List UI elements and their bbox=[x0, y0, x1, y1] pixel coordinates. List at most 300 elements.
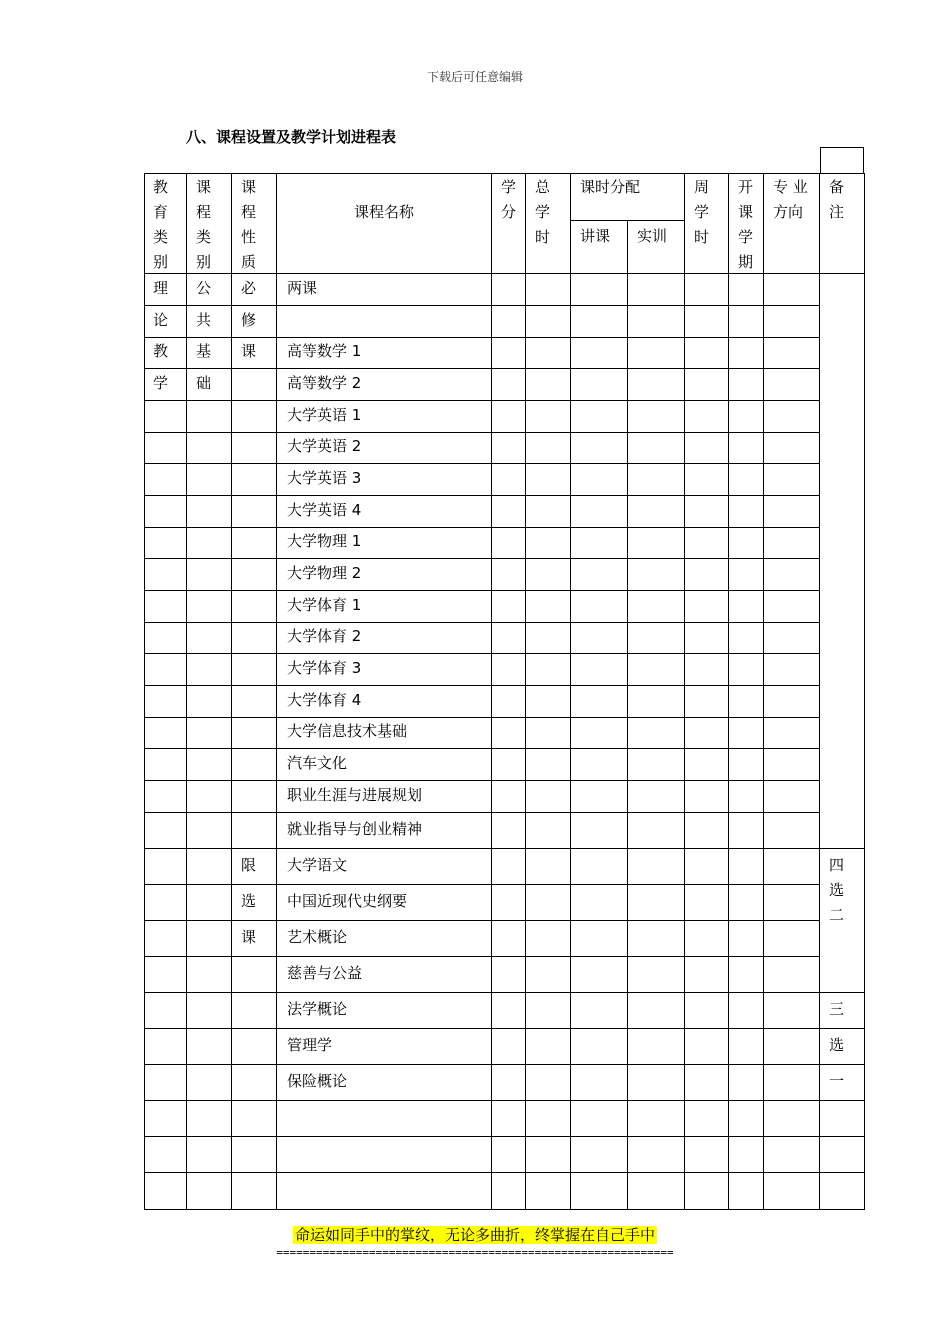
remark-three-choose-one: 一 bbox=[820, 1065, 865, 1101]
empty-cell bbox=[729, 885, 764, 921]
empty-cell bbox=[729, 369, 764, 401]
empty-cell bbox=[764, 528, 820, 559]
edu-type-cell bbox=[144, 1173, 187, 1210]
header-remarks: 备 注 bbox=[820, 173, 865, 274]
empty-cell bbox=[764, 813, 820, 849]
edu-type-cell bbox=[144, 654, 187, 686]
header-semester: 开 课 学 期 bbox=[729, 173, 764, 274]
empty-cell bbox=[764, 433, 820, 464]
empty-cell bbox=[685, 993, 729, 1029]
course-nature-cell bbox=[232, 749, 277, 781]
course-nature-cell: 限 bbox=[232, 849, 277, 885]
course-plan-table bbox=[144, 173, 865, 1210]
empty-cell bbox=[492, 401, 526, 433]
empty-cell bbox=[571, 1137, 628, 1173]
empty-cell bbox=[729, 274, 764, 306]
course-name-cell bbox=[277, 1101, 492, 1137]
empty-cell bbox=[628, 993, 685, 1029]
empty-cell bbox=[685, 559, 729, 591]
empty-cell bbox=[492, 591, 526, 623]
empty-cell bbox=[729, 921, 764, 957]
empty-cell bbox=[729, 1029, 764, 1065]
empty-cell bbox=[571, 957, 628, 993]
empty-cell bbox=[492, 1029, 526, 1065]
course-type-cell bbox=[187, 1065, 232, 1101]
course-type-cell bbox=[187, 591, 232, 623]
remark-three-choose-one: 选 bbox=[820, 1029, 865, 1065]
course-nature-cell: 必 bbox=[232, 274, 277, 306]
empty-cell bbox=[729, 813, 764, 849]
empty-cell bbox=[571, 921, 628, 957]
empty-cell bbox=[628, 718, 685, 749]
empty-cell bbox=[571, 528, 628, 559]
course-type-cell bbox=[187, 1173, 232, 1210]
empty-cell bbox=[492, 369, 526, 401]
empty-cell bbox=[492, 813, 526, 849]
empty-cell bbox=[628, 686, 685, 718]
edu-type-cell bbox=[144, 686, 187, 718]
course-nature-cell: 课 bbox=[232, 921, 277, 957]
empty-cell bbox=[526, 749, 571, 781]
edu-type-cell bbox=[144, 401, 187, 433]
edu-type-cell bbox=[144, 433, 187, 464]
empty-cell bbox=[685, 401, 729, 433]
header-course-type: 课 程 类 别 bbox=[187, 173, 232, 274]
remarks-cell bbox=[820, 274, 865, 849]
empty-cell bbox=[492, 559, 526, 591]
empty-cell bbox=[764, 1065, 820, 1101]
course-nature-cell bbox=[232, 591, 277, 623]
course-type-cell bbox=[187, 718, 232, 749]
course-nature-cell: 课 bbox=[232, 338, 277, 369]
remark-three-choose-one: 三 bbox=[820, 993, 865, 1029]
edu-type-cell bbox=[144, 749, 187, 781]
empty-cell bbox=[492, 433, 526, 464]
empty-cell bbox=[628, 464, 685, 496]
corner-box bbox=[820, 147, 864, 173]
header-total-hours: 总 学 时 bbox=[526, 173, 571, 274]
course-name-cell: 大学体育 3 bbox=[277, 654, 492, 686]
header-weekly-hours: 周 学 时 bbox=[685, 173, 729, 274]
course-nature-cell bbox=[232, 464, 277, 496]
header-major: 专 业 方向 bbox=[764, 173, 820, 274]
empty-cell bbox=[729, 1137, 764, 1173]
empty-cell bbox=[764, 654, 820, 686]
empty-cell bbox=[764, 496, 820, 528]
empty-cell bbox=[628, 849, 685, 885]
course-type-cell bbox=[187, 433, 232, 464]
course-nature-cell bbox=[232, 813, 277, 849]
remark-four-choose-two: 四 选 二 bbox=[820, 849, 865, 993]
empty-cell bbox=[526, 686, 571, 718]
course-nature-cell bbox=[232, 369, 277, 401]
remarks-cell bbox=[820, 1101, 865, 1137]
empty-cell bbox=[492, 623, 526, 654]
empty-cell bbox=[526, 433, 571, 464]
empty-cell bbox=[628, 1173, 685, 1210]
course-name-cell: 大学英语 3 bbox=[277, 464, 492, 496]
empty-cell bbox=[492, 993, 526, 1029]
empty-cell bbox=[526, 885, 571, 921]
empty-cell bbox=[729, 781, 764, 813]
empty-cell bbox=[685, 749, 729, 781]
footer-quote-text: 命运如同手中的掌纹，无论多曲折，终掌握在自己手中 bbox=[294, 1226, 655, 1244]
course-name-cell bbox=[277, 1137, 492, 1173]
empty-cell bbox=[526, 1137, 571, 1173]
section-title: 八、课程设置及教学计划进程表 bbox=[186, 128, 397, 146]
course-type-cell bbox=[187, 496, 232, 528]
course-type-cell bbox=[187, 654, 232, 686]
edu-type-cell bbox=[144, 1029, 187, 1065]
empty-cell bbox=[628, 1137, 685, 1173]
header-course-nature: 课 程 性 质 bbox=[232, 173, 277, 274]
empty-cell bbox=[492, 1137, 526, 1173]
edu-type-cell bbox=[144, 1101, 187, 1137]
empty-cell bbox=[628, 813, 685, 849]
course-nature-cell bbox=[232, 781, 277, 813]
empty-cell bbox=[764, 885, 820, 921]
course-type-cell bbox=[187, 749, 232, 781]
header-training: 实训 bbox=[628, 221, 685, 274]
empty-cell bbox=[729, 401, 764, 433]
empty-cell bbox=[729, 1173, 764, 1210]
empty-cell bbox=[628, 591, 685, 623]
course-nature-cell bbox=[232, 1065, 277, 1101]
edu-type-cell bbox=[144, 559, 187, 591]
empty-cell bbox=[492, 849, 526, 885]
empty-cell bbox=[526, 957, 571, 993]
empty-cell bbox=[729, 718, 764, 749]
course-nature-cell: 选 bbox=[232, 885, 277, 921]
empty-cell bbox=[764, 1029, 820, 1065]
course-nature-cell bbox=[232, 993, 277, 1029]
empty-cell bbox=[729, 591, 764, 623]
empty-cell bbox=[526, 921, 571, 957]
course-type-cell: 公 bbox=[187, 274, 232, 306]
empty-cell bbox=[492, 718, 526, 749]
empty-cell bbox=[571, 623, 628, 654]
course-type-cell: 共 bbox=[187, 306, 232, 338]
edu-type-cell: 学 bbox=[144, 369, 187, 401]
empty-cell bbox=[526, 993, 571, 1029]
empty-cell bbox=[764, 718, 820, 749]
course-type-cell bbox=[187, 849, 232, 885]
edu-type-cell bbox=[144, 528, 187, 559]
course-type-cell bbox=[187, 1137, 232, 1173]
course-nature-cell bbox=[232, 1137, 277, 1173]
course-type-cell: 础 bbox=[187, 369, 232, 401]
course-nature-cell bbox=[232, 718, 277, 749]
empty-cell bbox=[628, 885, 685, 921]
course-name-cell: 大学英语 1 bbox=[277, 401, 492, 433]
empty-cell bbox=[526, 1029, 571, 1065]
course-nature-cell bbox=[232, 401, 277, 433]
course-nature-cell bbox=[232, 686, 277, 718]
course-type-cell bbox=[187, 1101, 232, 1137]
footer-quote bbox=[0, 1224, 950, 1245]
header-hours-alloc: 课时分配 bbox=[571, 173, 685, 221]
empty-cell bbox=[729, 1065, 764, 1101]
empty-cell bbox=[729, 654, 764, 686]
edu-type-cell bbox=[144, 885, 187, 921]
empty-cell bbox=[685, 591, 729, 623]
empty-cell bbox=[764, 1101, 820, 1137]
footer-rule: ============================================================ bbox=[276, 1246, 674, 1259]
empty-cell bbox=[729, 957, 764, 993]
course-name-cell: 大学体育 2 bbox=[277, 623, 492, 654]
empty-cell bbox=[571, 464, 628, 496]
empty-cell bbox=[492, 1065, 526, 1101]
empty-cell bbox=[685, 433, 729, 464]
edu-type-cell bbox=[144, 591, 187, 623]
empty-cell bbox=[526, 306, 571, 338]
empty-cell bbox=[571, 1101, 628, 1137]
course-type-cell bbox=[187, 686, 232, 718]
empty-cell bbox=[571, 496, 628, 528]
empty-cell bbox=[571, 1173, 628, 1210]
empty-cell bbox=[571, 849, 628, 885]
empty-cell bbox=[628, 654, 685, 686]
empty-cell bbox=[492, 749, 526, 781]
header-credits: 学 分 bbox=[492, 173, 526, 274]
empty-cell bbox=[685, 849, 729, 885]
course-nature-cell bbox=[232, 1173, 277, 1210]
empty-cell bbox=[685, 718, 729, 749]
empty-cell bbox=[628, 1101, 685, 1137]
course-nature-cell bbox=[232, 528, 277, 559]
empty-cell bbox=[729, 993, 764, 1029]
empty-cell bbox=[571, 781, 628, 813]
course-type-cell bbox=[187, 885, 232, 921]
course-nature-cell bbox=[232, 1029, 277, 1065]
empty-cell bbox=[571, 813, 628, 849]
course-type-cell bbox=[187, 781, 232, 813]
empty-cell bbox=[729, 749, 764, 781]
empty-cell bbox=[628, 781, 685, 813]
course-type-cell bbox=[187, 401, 232, 433]
empty-cell bbox=[685, 274, 729, 306]
empty-cell bbox=[729, 1101, 764, 1137]
empty-cell bbox=[764, 781, 820, 813]
header-lecture: 讲课 bbox=[571, 221, 628, 274]
course-name-cell: 两课 bbox=[277, 274, 492, 306]
empty-cell bbox=[571, 591, 628, 623]
empty-cell bbox=[764, 464, 820, 496]
empty-cell bbox=[685, 1101, 729, 1137]
empty-cell bbox=[764, 274, 820, 306]
edu-type-cell bbox=[144, 718, 187, 749]
empty-cell bbox=[685, 813, 729, 849]
course-type-cell bbox=[187, 528, 232, 559]
empty-cell bbox=[685, 654, 729, 686]
empty-cell bbox=[764, 559, 820, 591]
empty-cell bbox=[492, 496, 526, 528]
empty-cell bbox=[526, 813, 571, 849]
empty-cell bbox=[526, 623, 571, 654]
edu-type-cell bbox=[144, 781, 187, 813]
empty-cell bbox=[685, 921, 729, 957]
empty-cell bbox=[571, 749, 628, 781]
empty-cell bbox=[628, 306, 685, 338]
empty-cell bbox=[526, 369, 571, 401]
course-name-cell: 大学体育 1 bbox=[277, 591, 492, 623]
edu-type-cell bbox=[144, 921, 187, 957]
empty-cell bbox=[492, 338, 526, 369]
empty-cell bbox=[764, 338, 820, 369]
empty-cell bbox=[685, 1065, 729, 1101]
empty-cell bbox=[571, 885, 628, 921]
edu-type-cell bbox=[144, 813, 187, 849]
empty-cell bbox=[628, 496, 685, 528]
empty-cell bbox=[492, 654, 526, 686]
empty-cell bbox=[685, 306, 729, 338]
empty-cell bbox=[526, 654, 571, 686]
empty-cell bbox=[628, 274, 685, 306]
empty-cell bbox=[729, 849, 764, 885]
empty-cell bbox=[685, 1173, 729, 1210]
empty-cell bbox=[571, 1065, 628, 1101]
empty-cell bbox=[628, 433, 685, 464]
empty-cell bbox=[571, 401, 628, 433]
empty-cell bbox=[685, 885, 729, 921]
empty-cell bbox=[764, 369, 820, 401]
course-nature-cell bbox=[232, 433, 277, 464]
empty-cell bbox=[764, 306, 820, 338]
course-name-cell: 大学英语 4 bbox=[277, 496, 492, 528]
empty-cell bbox=[526, 1173, 571, 1210]
remarks-cell bbox=[820, 1137, 865, 1173]
edu-type-cell: 理 bbox=[144, 274, 187, 306]
empty-cell bbox=[685, 496, 729, 528]
empty-cell bbox=[492, 1101, 526, 1137]
header-edu-type: 教 育 类 别 bbox=[144, 173, 187, 274]
empty-cell bbox=[628, 623, 685, 654]
empty-cell bbox=[571, 718, 628, 749]
edu-type-cell bbox=[144, 1137, 187, 1173]
empty-cell bbox=[526, 464, 571, 496]
empty-cell bbox=[685, 369, 729, 401]
empty-cell bbox=[628, 369, 685, 401]
course-name-cell: 汽车文化 bbox=[277, 749, 492, 781]
empty-cell bbox=[628, 1029, 685, 1065]
empty-cell bbox=[685, 338, 729, 369]
edu-type-cell: 论 bbox=[144, 306, 187, 338]
empty-cell bbox=[571, 686, 628, 718]
empty-cell bbox=[729, 559, 764, 591]
remarks-cell bbox=[820, 1173, 865, 1210]
empty-cell bbox=[685, 686, 729, 718]
empty-cell bbox=[628, 957, 685, 993]
course-type-cell bbox=[187, 559, 232, 591]
course-name-cell bbox=[277, 306, 492, 338]
empty-cell bbox=[526, 528, 571, 559]
empty-cell bbox=[764, 749, 820, 781]
empty-cell bbox=[628, 528, 685, 559]
empty-cell bbox=[526, 496, 571, 528]
empty-cell bbox=[526, 338, 571, 369]
empty-cell bbox=[685, 464, 729, 496]
empty-cell bbox=[729, 433, 764, 464]
empty-cell bbox=[571, 306, 628, 338]
course-name-cell: 大学物理 1 bbox=[277, 528, 492, 559]
empty-cell bbox=[628, 749, 685, 781]
course-type-cell bbox=[187, 623, 232, 654]
course-name-cell: 大学体育 4 bbox=[277, 686, 492, 718]
course-name-cell: 艺术概论 bbox=[277, 921, 492, 957]
empty-cell bbox=[571, 274, 628, 306]
empty-cell bbox=[492, 306, 526, 338]
course-name-cell: 保险概论 bbox=[277, 1065, 492, 1101]
empty-cell bbox=[571, 654, 628, 686]
course-nature-cell: 修 bbox=[232, 306, 277, 338]
empty-cell bbox=[685, 957, 729, 993]
empty-cell bbox=[764, 591, 820, 623]
edu-type-cell bbox=[144, 464, 187, 496]
course-name-cell: 高等数学 2 bbox=[277, 369, 492, 401]
edu-type-cell bbox=[144, 623, 187, 654]
edu-type-cell bbox=[144, 849, 187, 885]
edu-type-cell bbox=[144, 496, 187, 528]
empty-cell bbox=[685, 1029, 729, 1065]
course-type-cell bbox=[187, 464, 232, 496]
course-name-cell: 大学英语 2 bbox=[277, 433, 492, 464]
empty-cell bbox=[526, 1101, 571, 1137]
course-name-cell: 管理学 bbox=[277, 1029, 492, 1065]
empty-cell bbox=[729, 464, 764, 496]
course-name-cell: 大学物理 2 bbox=[277, 559, 492, 591]
course-name-cell bbox=[277, 1173, 492, 1210]
empty-cell bbox=[764, 623, 820, 654]
course-type-cell: 基 bbox=[187, 338, 232, 369]
empty-cell bbox=[764, 401, 820, 433]
empty-cell bbox=[628, 401, 685, 433]
course-type-cell bbox=[187, 921, 232, 957]
course-type-cell bbox=[187, 1029, 232, 1065]
course-name-cell: 法学概论 bbox=[277, 993, 492, 1029]
empty-cell bbox=[526, 1065, 571, 1101]
header-course-name: 课程名称 bbox=[277, 173, 492, 274]
empty-cell bbox=[492, 957, 526, 993]
empty-cell bbox=[492, 921, 526, 957]
empty-cell bbox=[492, 1173, 526, 1210]
empty-cell bbox=[571, 433, 628, 464]
course-name-cell: 大学信息技术基础 bbox=[277, 718, 492, 749]
empty-cell bbox=[492, 464, 526, 496]
edu-type-cell bbox=[144, 993, 187, 1029]
empty-cell bbox=[729, 528, 764, 559]
course-nature-cell bbox=[232, 654, 277, 686]
empty-cell bbox=[685, 1137, 729, 1173]
course-name-cell: 就业指导与创业精神 bbox=[277, 813, 492, 849]
empty-cell bbox=[492, 781, 526, 813]
empty-cell bbox=[729, 496, 764, 528]
empty-cell bbox=[764, 921, 820, 957]
course-nature-cell bbox=[232, 559, 277, 591]
empty-cell bbox=[685, 781, 729, 813]
empty-cell bbox=[764, 993, 820, 1029]
empty-cell bbox=[628, 559, 685, 591]
empty-cell bbox=[628, 338, 685, 369]
empty-cell bbox=[526, 401, 571, 433]
course-nature-cell bbox=[232, 623, 277, 654]
course-nature-cell bbox=[232, 1101, 277, 1137]
empty-cell bbox=[526, 559, 571, 591]
course-type-cell bbox=[187, 993, 232, 1029]
empty-cell bbox=[571, 993, 628, 1029]
course-type-cell bbox=[187, 957, 232, 993]
course-name-cell: 中国近现代史纲要 bbox=[277, 885, 492, 921]
empty-cell bbox=[571, 1029, 628, 1065]
